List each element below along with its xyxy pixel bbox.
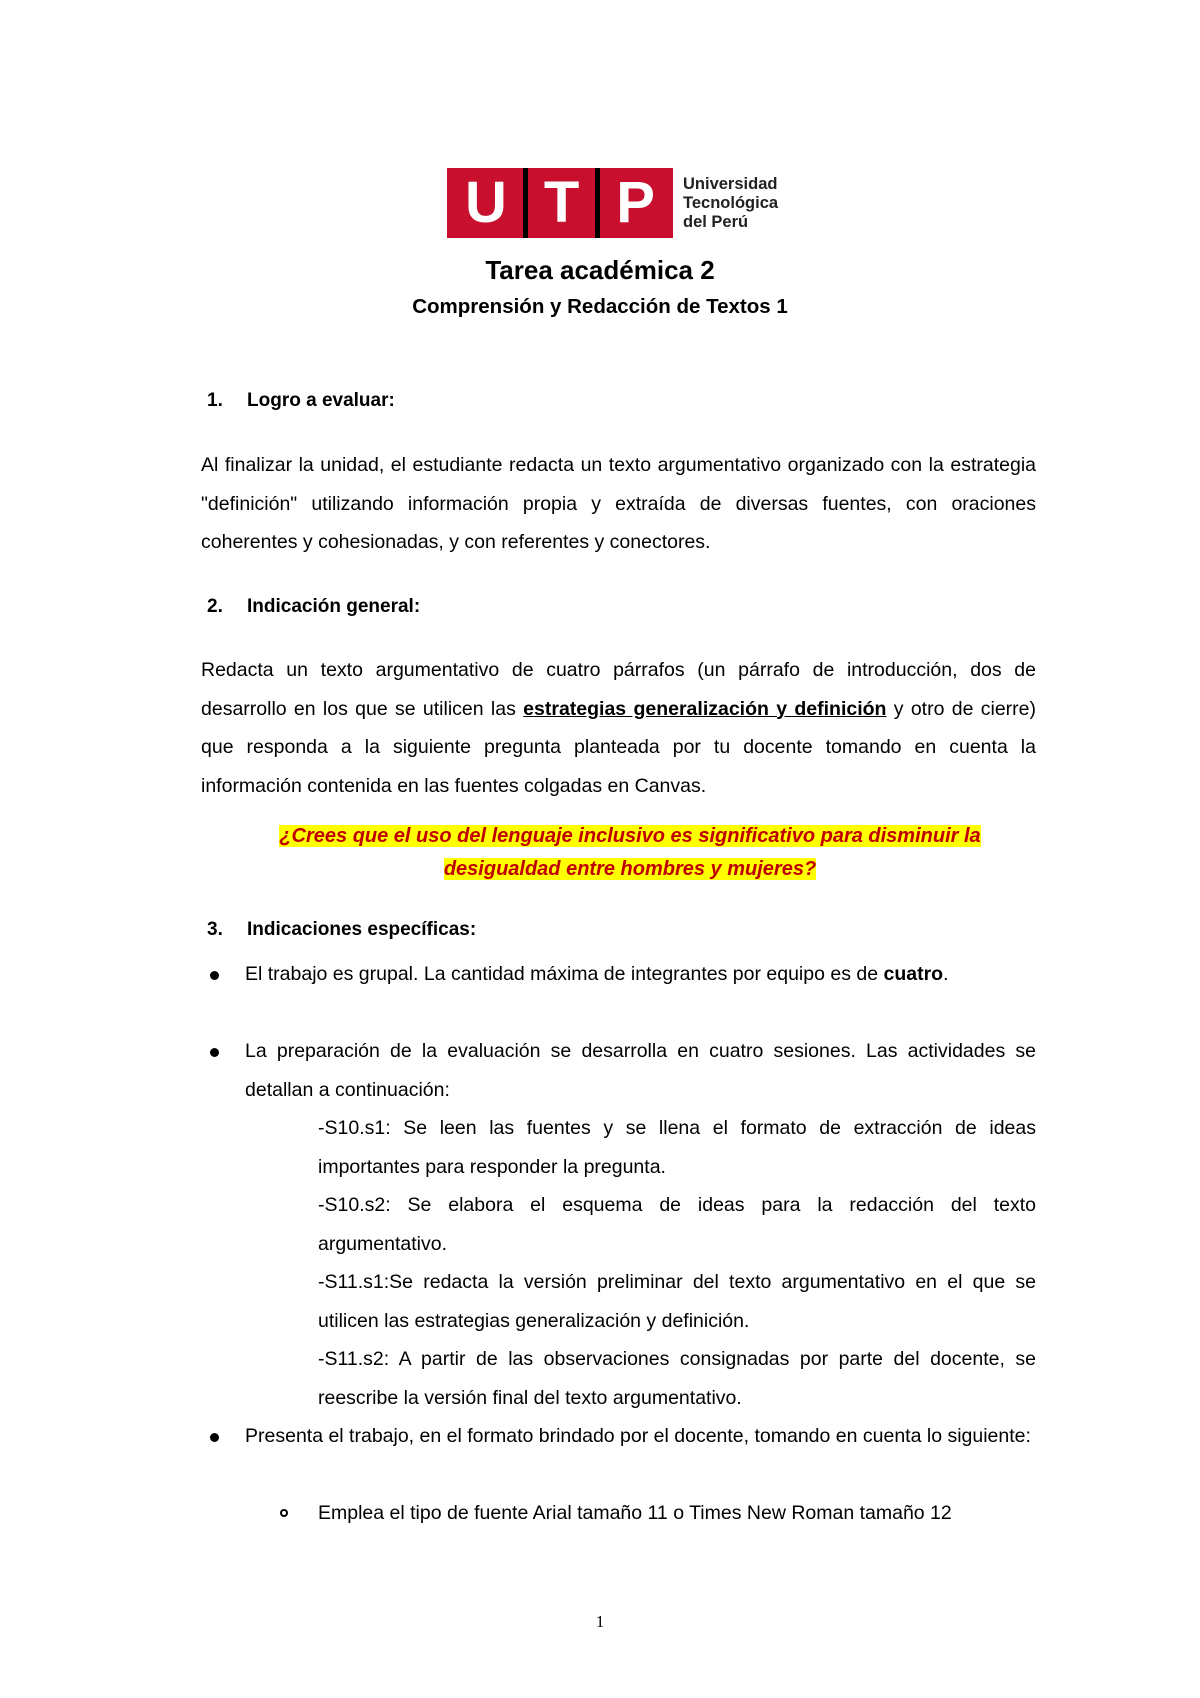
logo-red-box (447, 168, 673, 238)
section-heading-1: 1. Logro a evaluar: (207, 390, 395, 411)
emphasized-strategies: estrategias generalización y definición (523, 697, 887, 720)
session-item: -S11.s1:Se redacta la versión preliminar del texto argumentativo en el que se utilicen las estrategias generalización y definición. (318, 1271, 1036, 1332)
page-number: 1 (595, 1612, 605, 1631)
section-2-paragraph: Redacta un texto argumentativo de cuatro párrafos (un párrafo de introducción, dos de desarrollo en los que se utilicen las estrategias generalización y definición y otro de cierre) que responda a la siguiente pregunta planteada por tu docente tomando en cuenta la información contenida en las fuentes colgadas en Canvas. (201, 659, 1036, 797)
section-heading-3: 3. Indicaciones específicas: (207, 919, 477, 940)
section-1-paragraph: Al finalizar la unidad, el estudiante redacta un texto argumentativo organizado con la estrategia "definición" utilizando información propia y extraída de diversas fuentes, con oraciones coherentes y cohesionadas, y con referentes y conectores. (201, 454, 1036, 553)
section-heading-2: 2. Indicación general: (207, 596, 421, 617)
session-item: -S10.s1: Se leen las fuentes y se llena el formato de extracción de ideas importantes para responder la pregunta. (318, 1117, 1036, 1178)
document-subtitle: Comprensión y Redacción de Textos 1 (412, 295, 788, 318)
document-page: U T P Universidad Tecnológica del Perú Tarea académica 2 Comprensión y Redacción de Textos 1 1. Logro a evaluar: Al finalizar la unidad, el estudiante redacta un texto argumentativo organizado con la estrategia "definición" utilizando información propia y extraída de diversas fuentes, con oraciones coherentes y cohesionadas, y con referentes y conectores. 2. Indicación general: Redacta un texto argumentativo de cuatro párrafos (un párrafo de introducción, dos de desarrollo en los que se utilicen las estrategias generalización y definición y otro de cierre) que responda a la siguiente pregunta planteada por tu docente tomando en cuenta la información contenida en las fuentes colgadas en Canvas. ¿Crees que el uso del lenguaje inclusivo es significativo para disminuir la desigualdad entre hombres y mujeres? 3. Indicaciones específicas: El trabajo es grupal. La cantidad máxima de integrantes por equipo es de cuatro. La preparación de la evaluación se desarrolla en cuatro sesiones. Las actividades se detallan a continuación: -S10.s1: Se leen las fuentes y se llena el formato de extracción de ideas importantes para responder la pregunta. -S10.s2: Se elabora el esquema de ideas para la redacción del texto argumentativo. -S11.s1:Se redacta la versión preliminar del texto argumentativo en el que se utilicen las estrategias generalización y definición. -S11.s2: A partir de las observaciones consignadas por parte del docente, se reescribe la versión final del texto argumentativo. Presenta el trabajo, en el formato brindado por el docente, tomando en cuenta lo siguiente: Emplea el tipo de fuente Arial tamaño 11 o Times New Roman tamaño 12 1 (0, 0, 1200, 1698)
bullet-icon (210, 1048, 219, 1057)
session-item: -S11.s2: A partir de las observaciones consignadas por parte del docente, se reescribe la versión final del texto argumentativo. (318, 1348, 1036, 1409)
session-item: -S10.s2: Se elabora el esquema de ideas para la redacción del texto argumentativo. (318, 1194, 1036, 1255)
logo-letter-u: U (464, 170, 507, 235)
logo-separator (523, 168, 528, 238)
hollow-bullet-icon (280, 1509, 288, 1517)
logo-wordmark: Universidad Tecnológica del Perú (683, 174, 779, 231)
document-title: Tarea académica 2 (485, 255, 715, 285)
highlighted-question: ¿Crees que el uso del lenguaje inclusivo es significativo para disminuir la desigualdad entre hombres y mujeres? (279, 825, 981, 880)
logo-letter-t: T (543, 170, 580, 235)
logo-letter-p: P (616, 170, 655, 235)
bullet-icon (210, 1433, 219, 1442)
logo-separator (595, 168, 600, 238)
bullet-icon (210, 971, 219, 980)
utp-logo (447, 168, 779, 238)
